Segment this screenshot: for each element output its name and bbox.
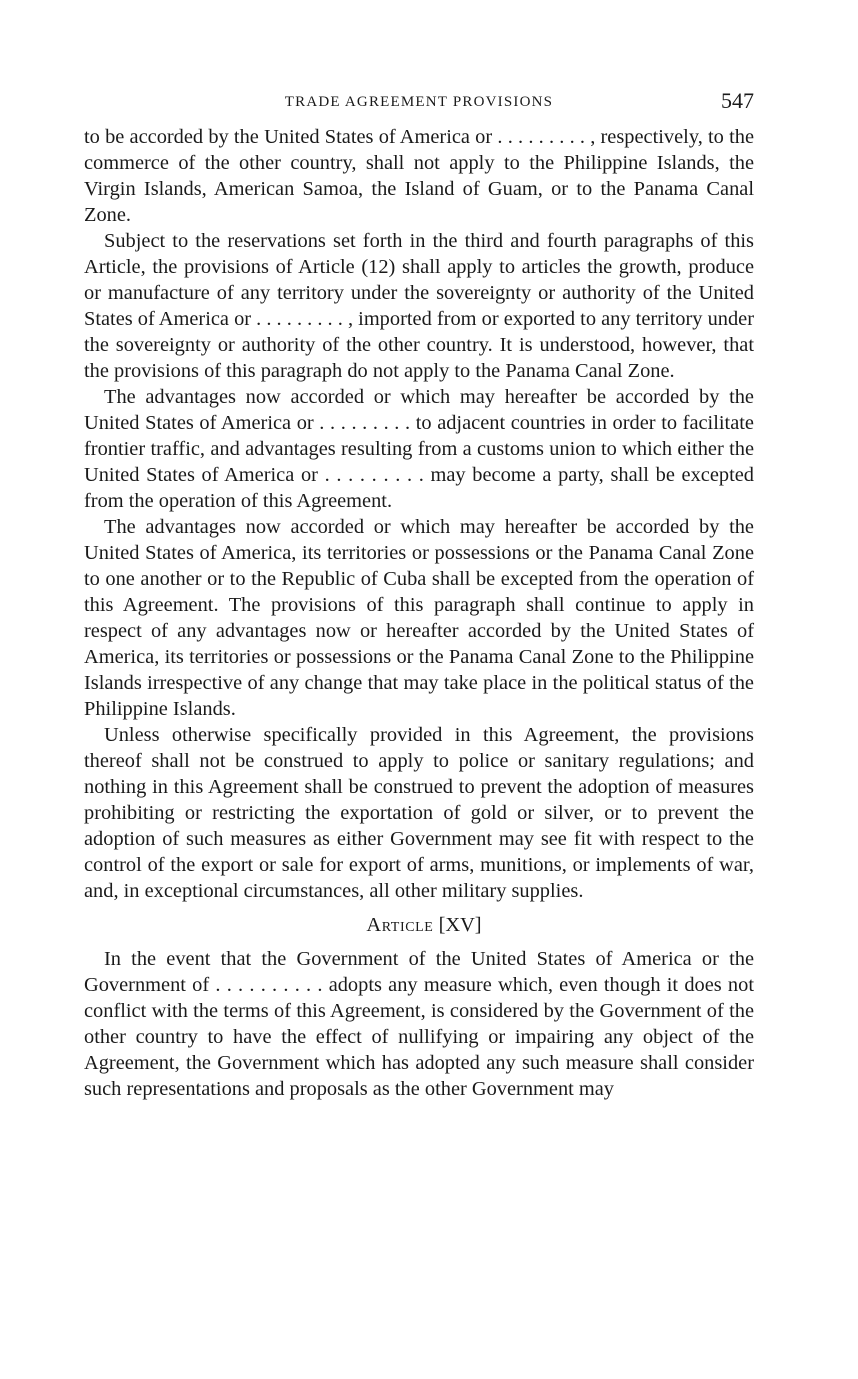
paragraph: The advantages now accorded or which may hereafter be accorded by the United States of America, its territories or possessions or the Panama Canal Zone to one another or to the Republic of Cuba shall be excepted from the operation of this Agreement. The provisions of this paragraph shall continue to apply in respect of any advantages now or hereafter accorded by the United States of America, its territories or possessions or the Panama Canal Zone to the Philippine Islands irrespective of any change that may take place in the political status of the Philippine Islands. [84, 516, 754, 720]
paragraph: Unless otherwise specifically provided in this Agreement, the provisions thereof shall not be construed to apply to police or sanitary regulations; and nothing in this Agreement shall be construed to prevent the adoption of measures prohibiting or restricting the exportation of gold or silver, or to prevent the adoption of such measures as either Government may see fit with respect to the control of the export or sale for export of arms, munitions, or implements of war, and, in exceptional circumstances, all other military supplies. [84, 724, 754, 902]
paragraph: In the event that the Government of the United States of America or the Government of . . . . . . . . . . adopts any measure which, even though it does not conflict with the terms of this Agreement, is considered by the Government of the other country to have the effect of nullifying or impairing any object of the Agreement, the Government which has adopted any such measure shall consider such representations and proposals as the other Government may [84, 948, 754, 1100]
page-number: 547 [721, 88, 754, 113]
paragraph-continued: to be accorded by the United States of America or . . . . . . . . . , respectively, to the commerce of the other country, shall not apply to the Philippine Islands, the Virgin Islands, American Samoa, the Island of Guam, or to the Panama Canal Zone. [84, 126, 754, 226]
article-heading [84, 912, 754, 938]
article-number: [XV] [438, 914, 482, 936]
body-text [84, 124, 754, 1102]
paragraph: Subject to the reservations set forth in the third and fourth paragraphs of this Article, the provisions of Article (12) shall apply to articles the growth, produce or manufacture of any territory under the sovereignty or authority of the United States of America or . . . . . . . . . , imported from or exported to any territory under the sovereignty or authority of the other country. It is understood, however, that the provisions of this paragraph do not apply to the Panama Canal Zone. [84, 230, 754, 382]
article-label: Article [366, 914, 434, 936]
document-page [84, 88, 754, 1102]
running-head [84, 88, 754, 118]
running-title: TRADE AGREEMENT PROVISIONS [284, 94, 554, 110]
paragraph: The advantages now accorded or which may hereafter be accorded by the United States of America or . . . . . . . . . to adjacent countries in order to facilitate frontier traffic, and advantages resulting from a customs union to which either the United States of America or . . . . . . . . . may become a party, shall be excepted from the operation of this Agreement. [84, 386, 754, 512]
